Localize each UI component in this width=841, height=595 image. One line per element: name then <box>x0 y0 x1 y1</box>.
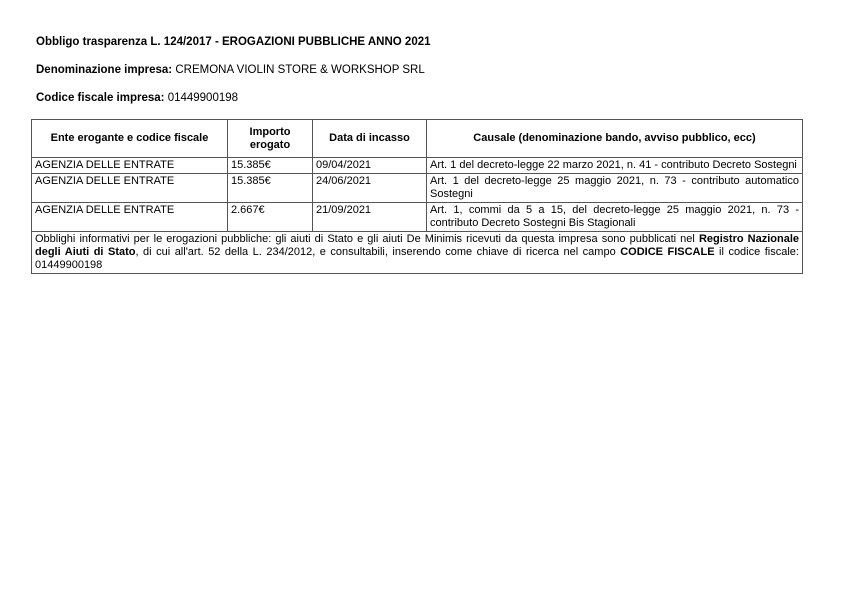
company-value: CREMONA VIOLIN STORE & WORKSHOP SRL <box>175 64 425 76</box>
column-header-data: Data di incasso <box>313 120 427 158</box>
cell-ente: AGENZIA DELLE ENTRATE <box>32 203 228 232</box>
fiscal-code-label: Codice fiscale impresa: <box>36 92 165 104</box>
cell-data: 24/06/2021 <box>313 174 427 203</box>
disclosure-note <box>32 232 803 274</box>
fiscal-code-value: 01449900198 <box>167 92 239 104</box>
fiscal-code-line <box>36 92 238 104</box>
grants-table <box>31 119 803 274</box>
cell-ente: AGENZIA DELLE ENTRATE <box>32 174 228 203</box>
cell-data: 09/04/2021 <box>313 158 427 174</box>
table-row <box>32 174 803 203</box>
table-row <box>32 158 803 174</box>
note-registry-name: Registro Nazionale degli Aiuti di Stato <box>35 233 799 258</box>
cell-importo: 15.385€ <box>228 158 313 174</box>
cell-data: 21/09/2021 <box>313 203 427 232</box>
table-header-row <box>32 120 803 158</box>
cell-importo: 2.667€ <box>228 203 313 232</box>
column-header-causale: Causale (denominazione bando, avviso pubblico, ecc) <box>427 120 803 158</box>
cell-ente: AGENZIA DELLE ENTRATE <box>32 158 228 174</box>
note-text-2: , di cui all'art. 52 della L. 234/2012, e consultabili, inserendo come chiave di ricerca nel campo <box>135 246 621 258</box>
note-text-3: il codice fiscale: 01449900198 <box>35 246 799 271</box>
document-title: Obbligo trasparenza L. 124/2017 - EROGAZIONI PUBBLICHE ANNO 2021 <box>36 36 431 48</box>
cell-importo: 15.385€ <box>228 174 313 203</box>
company-line <box>36 64 425 76</box>
company-label: Denominazione impresa: <box>36 64 173 76</box>
table-row <box>32 203 803 232</box>
note-text-1: Obblighi informativi per le erogazioni pubbliche: gli aiuti di Stato e gli aiuti De Minimis ricevuti da questa impresa sono pubblicati nel <box>35 233 699 245</box>
cell-causale: Art. 1 del decreto-legge 22 marzo 2021, n. 41 - contributo Decreto Sostegni <box>427 158 803 174</box>
column-header-importo: Importo erogato <box>228 120 313 158</box>
column-header-ente: Ente erogante e codice fiscale <box>32 120 228 158</box>
cell-causale: Art. 1, commi da 5 a 15, del decreto-legge 25 maggio 2021, n. 73 - contributo Decreto Sostegni Bis Stagionali <box>427 203 803 232</box>
note-search-field: CODICE FISCALE <box>620 246 715 258</box>
cell-causale: Art. 1 del decreto-legge 25 maggio 2021, n. 73 - contributo automatico Sostegni <box>427 174 803 203</box>
note-row <box>32 232 803 274</box>
